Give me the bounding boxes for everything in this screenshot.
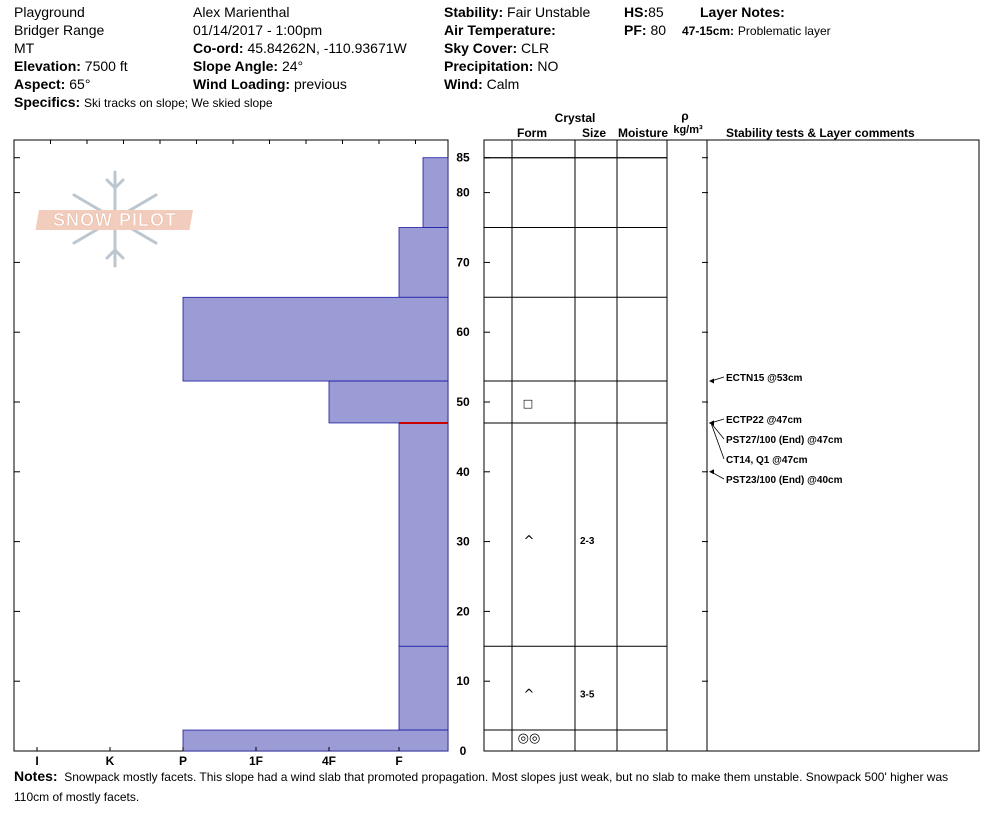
density-header: kg/m³: [673, 124, 703, 136]
grain-form: ^: [523, 534, 535, 550]
depth-label: 85: [456, 150, 470, 165]
depth-label: 20: [456, 604, 470, 619]
air-temperature-label: Air Temperature:: [444, 22, 556, 38]
stability-value: Fair Unstable: [507, 4, 591, 20]
hardness-label: 4F: [321, 754, 337, 768]
hardness-label: K: [105, 754, 115, 768]
stability-label: Stability:: [444, 4, 504, 20]
precip-value: NO: [537, 58, 559, 74]
hardness-bar: [399, 646, 448, 730]
wind-value: Calm: [486, 76, 520, 92]
elevation-value: 7500 ft: [84, 58, 128, 74]
sky-value: CLR: [521, 40, 550, 56]
hardness-label: 1F: [248, 754, 264, 768]
hardness-bar: [183, 297, 448, 381]
layer-note-range: 47-15cm:: [682, 24, 735, 38]
test-label: PST27/100 (End) @47cm: [726, 435, 843, 446]
sky-label: Sky Cover:: [444, 40, 518, 56]
test-arrow: [709, 379, 714, 384]
aspect-value: 65°: [69, 76, 91, 92]
elevation-label: Elevation:: [14, 58, 81, 74]
logo-text: SNOW PILOT: [53, 210, 177, 230]
stability-tests-header: Stability tests & Layer comments: [726, 126, 915, 140]
moisture-header: Moisture: [617, 126, 668, 140]
range: Bridger Range: [14, 22, 105, 38]
wind-label: Wind:: [444, 76, 483, 92]
crystal-header: Crystal: [554, 111, 596, 125]
grain-form: □: [522, 397, 534, 410]
test-leader: [711, 423, 724, 459]
wind-loading-value: previous: [293, 76, 347, 92]
hardness-bar: [399, 423, 448, 646]
grain-form: ◎◎: [517, 730, 541, 746]
hardness-label: P: [178, 754, 188, 768]
slope-label: Slope Angle:: [193, 58, 279, 74]
rho-header: ρ: [681, 109, 689, 123]
precip-label: Precipitation:: [444, 58, 534, 74]
test-label: PST23/100 (End) @40cm: [726, 475, 843, 486]
notes-label: Notes:: [14, 768, 58, 784]
hs-label: HS:: [624, 4, 649, 20]
hardness-bar: [399, 228, 448, 298]
notes: [14, 766, 980, 807]
test-label: ECTP22 @47cm: [726, 415, 802, 426]
depth-label: 60: [456, 325, 470, 340]
hardness-bar: [183, 730, 448, 751]
test-label: ECTN15 @53cm: [726, 373, 803, 384]
test-label: CT14, Q1 @47cm: [726, 455, 808, 466]
datetime: 01/14/2017 - 1:00pm: [193, 22, 323, 38]
depth-label: 80: [456, 185, 470, 200]
snowpilot-logo: [35, 172, 193, 266]
hardness-bar: [329, 381, 448, 423]
coord-label: Co-ord:: [193, 40, 244, 56]
depth-label: 70: [456, 255, 470, 270]
depth-label: 50: [456, 395, 470, 409]
notes-text: Snowpack mostly facets. This slope had a wind slab that promoted propagation. Most slopes just weak, but no slab to make them unstable. Snowpack 500' higher was 110cm of mostly facets.: [14, 770, 949, 804]
specifics-value: Ski tracks on slope; We skied slope: [84, 96, 273, 110]
wind-loading-label: Wind Loading:: [193, 76, 291, 92]
test-leader: [711, 423, 724, 439]
grain-form: ^: [523, 687, 535, 703]
depth-label: 40: [456, 464, 470, 479]
aspect-label: Aspect:: [14, 76, 66, 92]
coord-value: 45.84262N, -110.93671W: [247, 40, 407, 56]
test-arrow: [709, 469, 714, 474]
layer-notes-label: Layer Notes:: [700, 4, 785, 20]
grain-size: 2-3: [580, 536, 595, 548]
pf-value: 80: [650, 22, 667, 38]
observer: Alex Marienthal: [193, 4, 290, 20]
hardness-frame: [14, 140, 448, 751]
specifics-label: Specifics:: [14, 94, 81, 110]
depth-label: 0: [459, 744, 467, 758]
form-header: Form: [517, 126, 547, 140]
slope-value: 24°: [281, 58, 304, 74]
pf-label: PF:: [624, 22, 647, 38]
depth-label: 30: [456, 534, 470, 549]
location: Playground: [14, 4, 85, 20]
hs-value: 85: [648, 4, 664, 20]
layer-note-text: Problematic layer: [737, 24, 831, 38]
hardness-bar: [423, 158, 448, 228]
hardness-label: I: [35, 754, 39, 768]
hardness-label: F: [395, 754, 403, 768]
depth-label: 10: [456, 674, 470, 689]
state: MT: [14, 40, 35, 56]
size-header: Size: [581, 126, 606, 140]
grain-size: 3-5: [580, 689, 595, 701]
